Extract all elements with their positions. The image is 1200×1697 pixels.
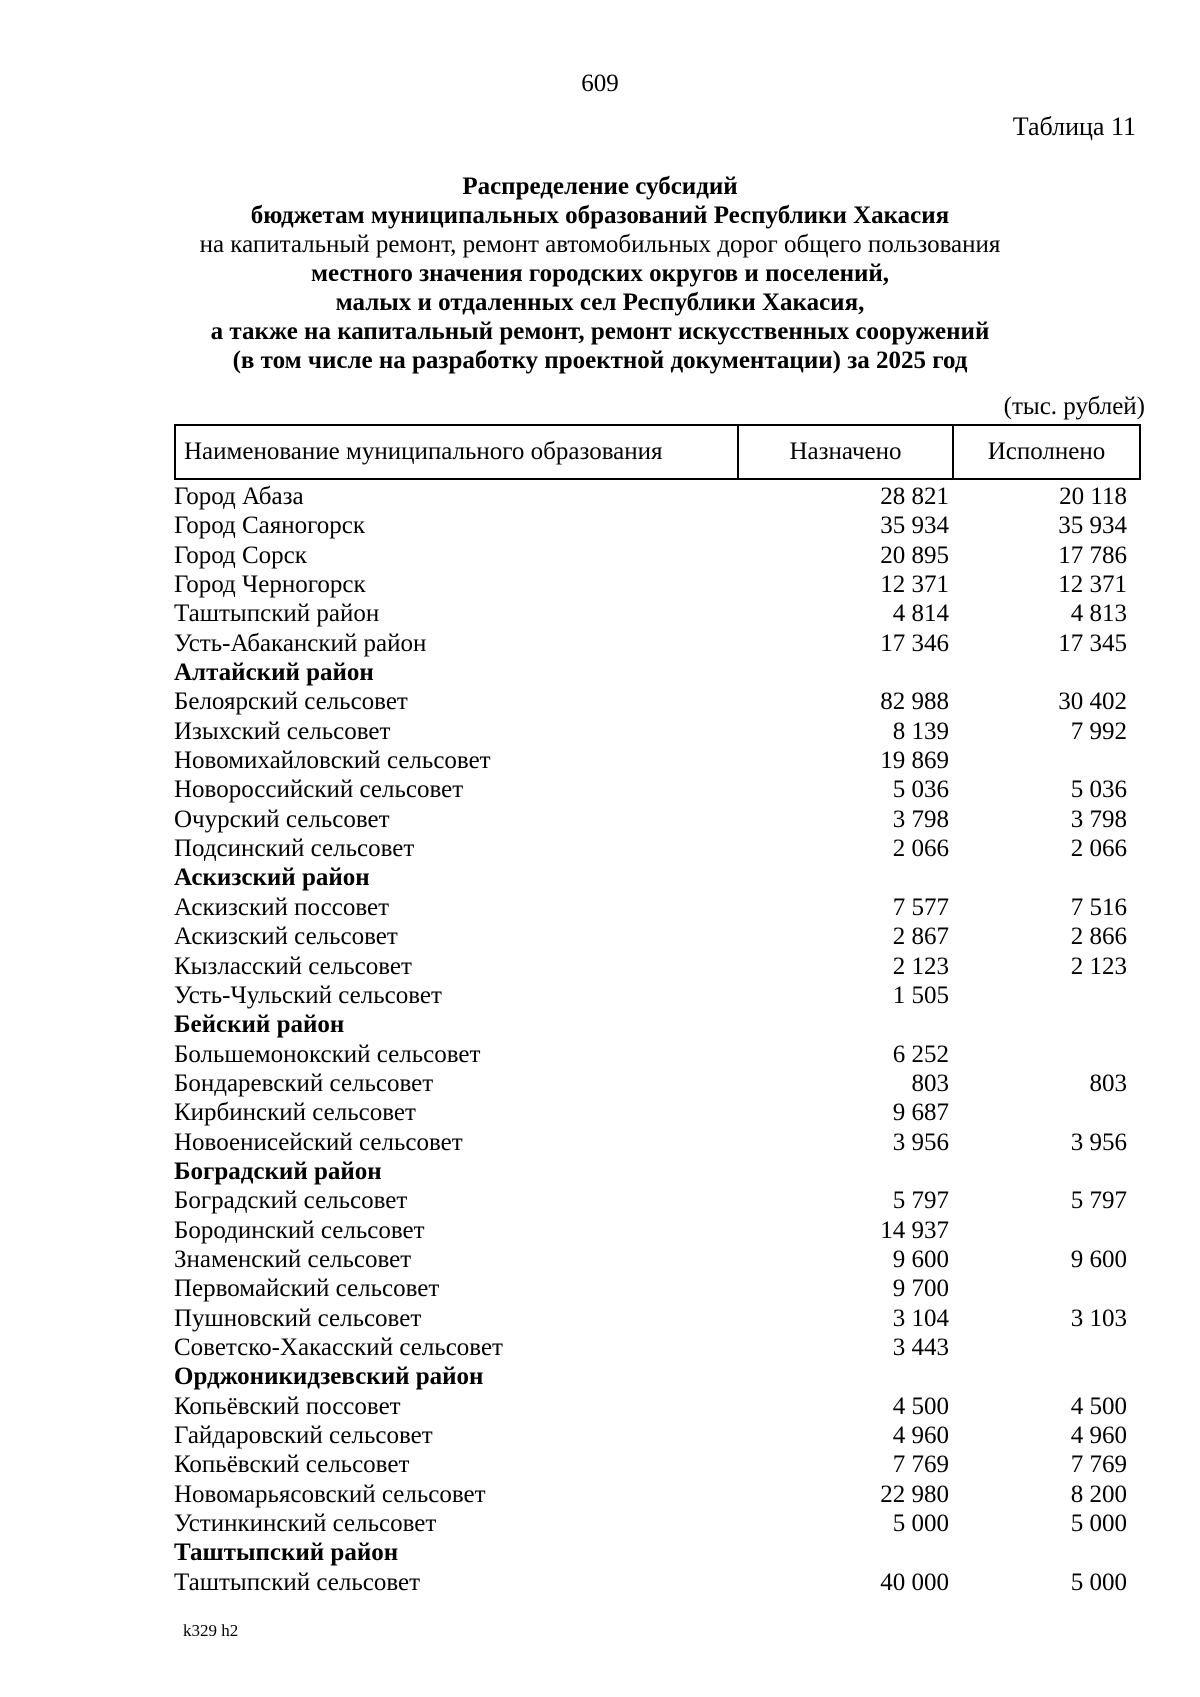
- municipality-name: Новомарьясовский сельсовет: [174, 1480, 486, 1508]
- executed-value: 7 992: [1070, 717, 1127, 745]
- municipality-name: Знаменский сельсовет: [174, 1245, 412, 1273]
- title-line-6: а также на капитальный ремонт, ремонт искусственных сооружений: [210, 318, 990, 345]
- executed-value: 30 402: [1058, 688, 1127, 716]
- table-row: [174, 1098, 1134, 1127]
- assigned-value: 7 577: [892, 893, 949, 921]
- municipality-name: Усть-Абаканский район: [174, 629, 427, 657]
- assigned-value: 17 346: [880, 629, 949, 657]
- executed-value: 803: [1089, 1069, 1127, 1097]
- municipality-name: Кызласский сельсовет: [174, 952, 412, 980]
- municipality-name: Город Черногорск: [174, 571, 366, 599]
- executed-value: 5 036: [1070, 776, 1127, 804]
- assigned-value: 35 934: [880, 512, 949, 540]
- table-row: [174, 1480, 1134, 1509]
- municipality-name: Аскизский сельсовет: [174, 923, 398, 951]
- section-name: Таштыпский район: [174, 1539, 399, 1567]
- municipality-name: Таштыпский сельсовет: [174, 1568, 420, 1596]
- assigned-value: 3 443: [892, 1333, 949, 1361]
- municipality-name: Большемонокский сельсовет: [174, 1040, 481, 1068]
- municipality-name: Первомайский сельсовет: [174, 1275, 440, 1303]
- assigned-value: 82 988: [880, 688, 949, 716]
- table-row: [174, 687, 1134, 716]
- table-row: [174, 922, 1134, 951]
- municipality-name: Копьёвский сельсовет: [174, 1451, 410, 1479]
- executed-value: 4 960: [1070, 1422, 1127, 1449]
- municipality-name: Советско-Хакасский сельсовет: [174, 1333, 503, 1361]
- table-row: [174, 1304, 1134, 1333]
- executed-value: 12 371: [1058, 571, 1127, 599]
- municipality-name: Бондаревский сельсовет: [174, 1069, 434, 1097]
- assigned-value: 2 123: [892, 952, 949, 980]
- assigned-value: 14 937: [880, 1216, 949, 1244]
- assigned-value: 8 139: [892, 717, 949, 745]
- table-body: [174, 482, 1134, 1597]
- assigned-value: 12 371: [880, 571, 949, 599]
- section-header-row: [174, 1157, 1134, 1186]
- executed-value: 5 000: [1070, 1510, 1127, 1538]
- assigned-value: 2 066: [892, 835, 949, 863]
- assigned-value: 6 252: [892, 1040, 949, 1068]
- table-row: [174, 1392, 1134, 1421]
- table-row: [174, 1333, 1134, 1362]
- table-row: [174, 805, 1134, 834]
- table-row: [174, 834, 1134, 863]
- table-row: [174, 717, 1134, 746]
- table-row: [174, 893, 1134, 922]
- assigned-value: 4 960: [892, 1422, 949, 1449]
- assigned-value: 4 500: [892, 1392, 949, 1420]
- assigned-value: 803: [911, 1069, 949, 1097]
- header-assigned: Назначено: [739, 426, 954, 478]
- table-row: [174, 1128, 1134, 1157]
- assigned-value: 4 814: [892, 600, 949, 628]
- assigned-value: 2 867: [892, 923, 949, 951]
- municipality-name: Изыхский сельсовет: [174, 717, 391, 745]
- section-name: Орджоникидзевский район: [174, 1363, 484, 1391]
- executed-value: 7 516: [1070, 893, 1127, 921]
- municipality-name: Подсинский сельсовет: [174, 835, 415, 863]
- municipality-name: Копьёвский поссовет: [174, 1392, 401, 1420]
- municipality-name: Гайдаровский сельсовет: [174, 1422, 433, 1449]
- table-row: [174, 1245, 1134, 1274]
- section-name: Боградский район: [174, 1157, 382, 1185]
- municipality-name: Белоярский сельсовет: [174, 688, 408, 716]
- assigned-value: 3 104: [892, 1304, 949, 1332]
- municipality-name: Усть-Чульский сельсовет: [174, 981, 442, 1009]
- table-row: [174, 1509, 1134, 1538]
- municipality-name: Город Саяногорск: [174, 512, 366, 540]
- section-header-row: [174, 1362, 1134, 1391]
- municipality-name: Аскизский поссовет: [174, 893, 390, 921]
- section-header-row: [174, 1538, 1134, 1567]
- assigned-value: 28 821: [880, 483, 949, 510]
- table-row: [174, 981, 1134, 1010]
- table-row: [174, 511, 1134, 540]
- section-header-row: [174, 658, 1134, 687]
- executed-value: 3 956: [1070, 1128, 1127, 1156]
- municipality-name: Бородинский сельсовет: [174, 1216, 425, 1244]
- table-row: [174, 952, 1134, 981]
- table-row: [174, 599, 1134, 628]
- assigned-value: 19 869: [880, 747, 949, 775]
- executed-value: 2 123: [1070, 952, 1127, 980]
- assigned-value: 9 600: [892, 1245, 949, 1273]
- municipality-name: Устинкинский сельсовет: [174, 1510, 437, 1538]
- table-row: [174, 1450, 1134, 1479]
- executed-value: 2 866: [1070, 923, 1127, 951]
- assigned-value: 5 000: [892, 1510, 949, 1538]
- table-row: [174, 1186, 1134, 1215]
- executed-value: 5 797: [1070, 1187, 1127, 1215]
- header-name: Наименование муниципального образования: [176, 426, 739, 478]
- title-line-5: малых и отдаленных сел Республики Хакасия,: [335, 289, 865, 316]
- title-line-3: на капитальный ремонт, ремонт автомобильных дорог общего пользования: [199, 231, 1001, 258]
- table-row: [174, 1216, 1134, 1245]
- units-label: (тыс. рублей): [1003, 393, 1145, 420]
- table-row: [174, 1040, 1134, 1069]
- executed-value: 2 066: [1070, 835, 1127, 863]
- executed-value: 3 103: [1070, 1304, 1127, 1332]
- header-executed: Исполнено: [987, 438, 1106, 465]
- municipality-name: Новомихайловский сельсовет: [174, 747, 491, 775]
- executed-value: 5 000: [1070, 1568, 1127, 1596]
- executed-value: 35 934: [1058, 512, 1127, 540]
- municipality-name: Новороссийский сельсовет: [174, 776, 464, 804]
- municipality-name: Кирбинский сельсовет: [174, 1099, 416, 1127]
- municipality-name: Таштыпский район: [174, 600, 380, 628]
- executed-value: 3 798: [1070, 805, 1127, 833]
- table-row: [174, 629, 1134, 658]
- table-row: [174, 1568, 1134, 1597]
- assigned-value: 9 687: [892, 1099, 949, 1127]
- section-name: Бейский район: [174, 1011, 345, 1039]
- municipality-name: Город Абаза: [174, 483, 304, 510]
- title-line-4: местного значения городских округов и поселений,: [310, 260, 890, 287]
- municipality-name: Боградский сельсовет: [174, 1187, 408, 1215]
- title-line-1: Распределение субсидий: [462, 173, 738, 200]
- executed-value: 17 345: [1058, 629, 1127, 657]
- assigned-value: 22 980: [880, 1480, 949, 1508]
- section-name: Аскизский район: [174, 864, 370, 892]
- table-row: [174, 482, 1134, 511]
- table-row: [174, 1421, 1134, 1450]
- assigned-value: 40 000: [880, 1568, 949, 1596]
- title-line-7: (в том числе на разработку проектной документации) за 2025 год: [232, 347, 968, 374]
- assigned-value: 20 895: [880, 541, 949, 569]
- table-header: [174, 424, 1141, 480]
- table-label: Таблица 11: [1012, 112, 1136, 141]
- table-row: [174, 1274, 1134, 1303]
- page-number: 609: [581, 70, 619, 97]
- municipality-name: Очурский сельсовет: [174, 805, 390, 833]
- assigned-value: 1 505: [892, 981, 949, 1009]
- executed-value: 17 786: [1058, 541, 1127, 569]
- assigned-value: 9 700: [892, 1275, 949, 1303]
- section-header-row: [174, 863, 1134, 892]
- document-title: [0, 172, 1200, 375]
- table-row: [174, 1069, 1134, 1098]
- assigned-value: 5 797: [892, 1187, 949, 1215]
- executed-value: 4 500: [1070, 1392, 1127, 1420]
- assigned-value: 3 956: [892, 1128, 949, 1156]
- municipality-name: Город Сорск: [174, 541, 307, 569]
- table-row: [174, 775, 1134, 804]
- executed-value: 9 600: [1070, 1245, 1127, 1273]
- footer-code: k329 h2: [183, 1621, 239, 1640]
- section-name: Алтайский район: [174, 659, 374, 687]
- assigned-value: 7 769: [892, 1451, 949, 1479]
- title-line-2: бюджетам муниципальных образований Республики Хакасия: [250, 202, 950, 229]
- executed-value: 20 118: [1059, 483, 1127, 510]
- assigned-value: 3 798: [892, 805, 949, 833]
- executed-value: 4 813: [1070, 600, 1127, 628]
- table-row: [174, 570, 1134, 599]
- assigned-value: 5 036: [892, 776, 949, 804]
- table-row: [174, 541, 1134, 570]
- section-header-row: [174, 1010, 1134, 1039]
- table-row: [174, 746, 1134, 775]
- executed-value: 7 769: [1070, 1451, 1127, 1479]
- executed-value: 8 200: [1070, 1480, 1127, 1508]
- municipality-name: Новоенисейский сельсовет: [174, 1128, 463, 1156]
- municipality-name: Пушновский сельсовет: [174, 1304, 422, 1332]
